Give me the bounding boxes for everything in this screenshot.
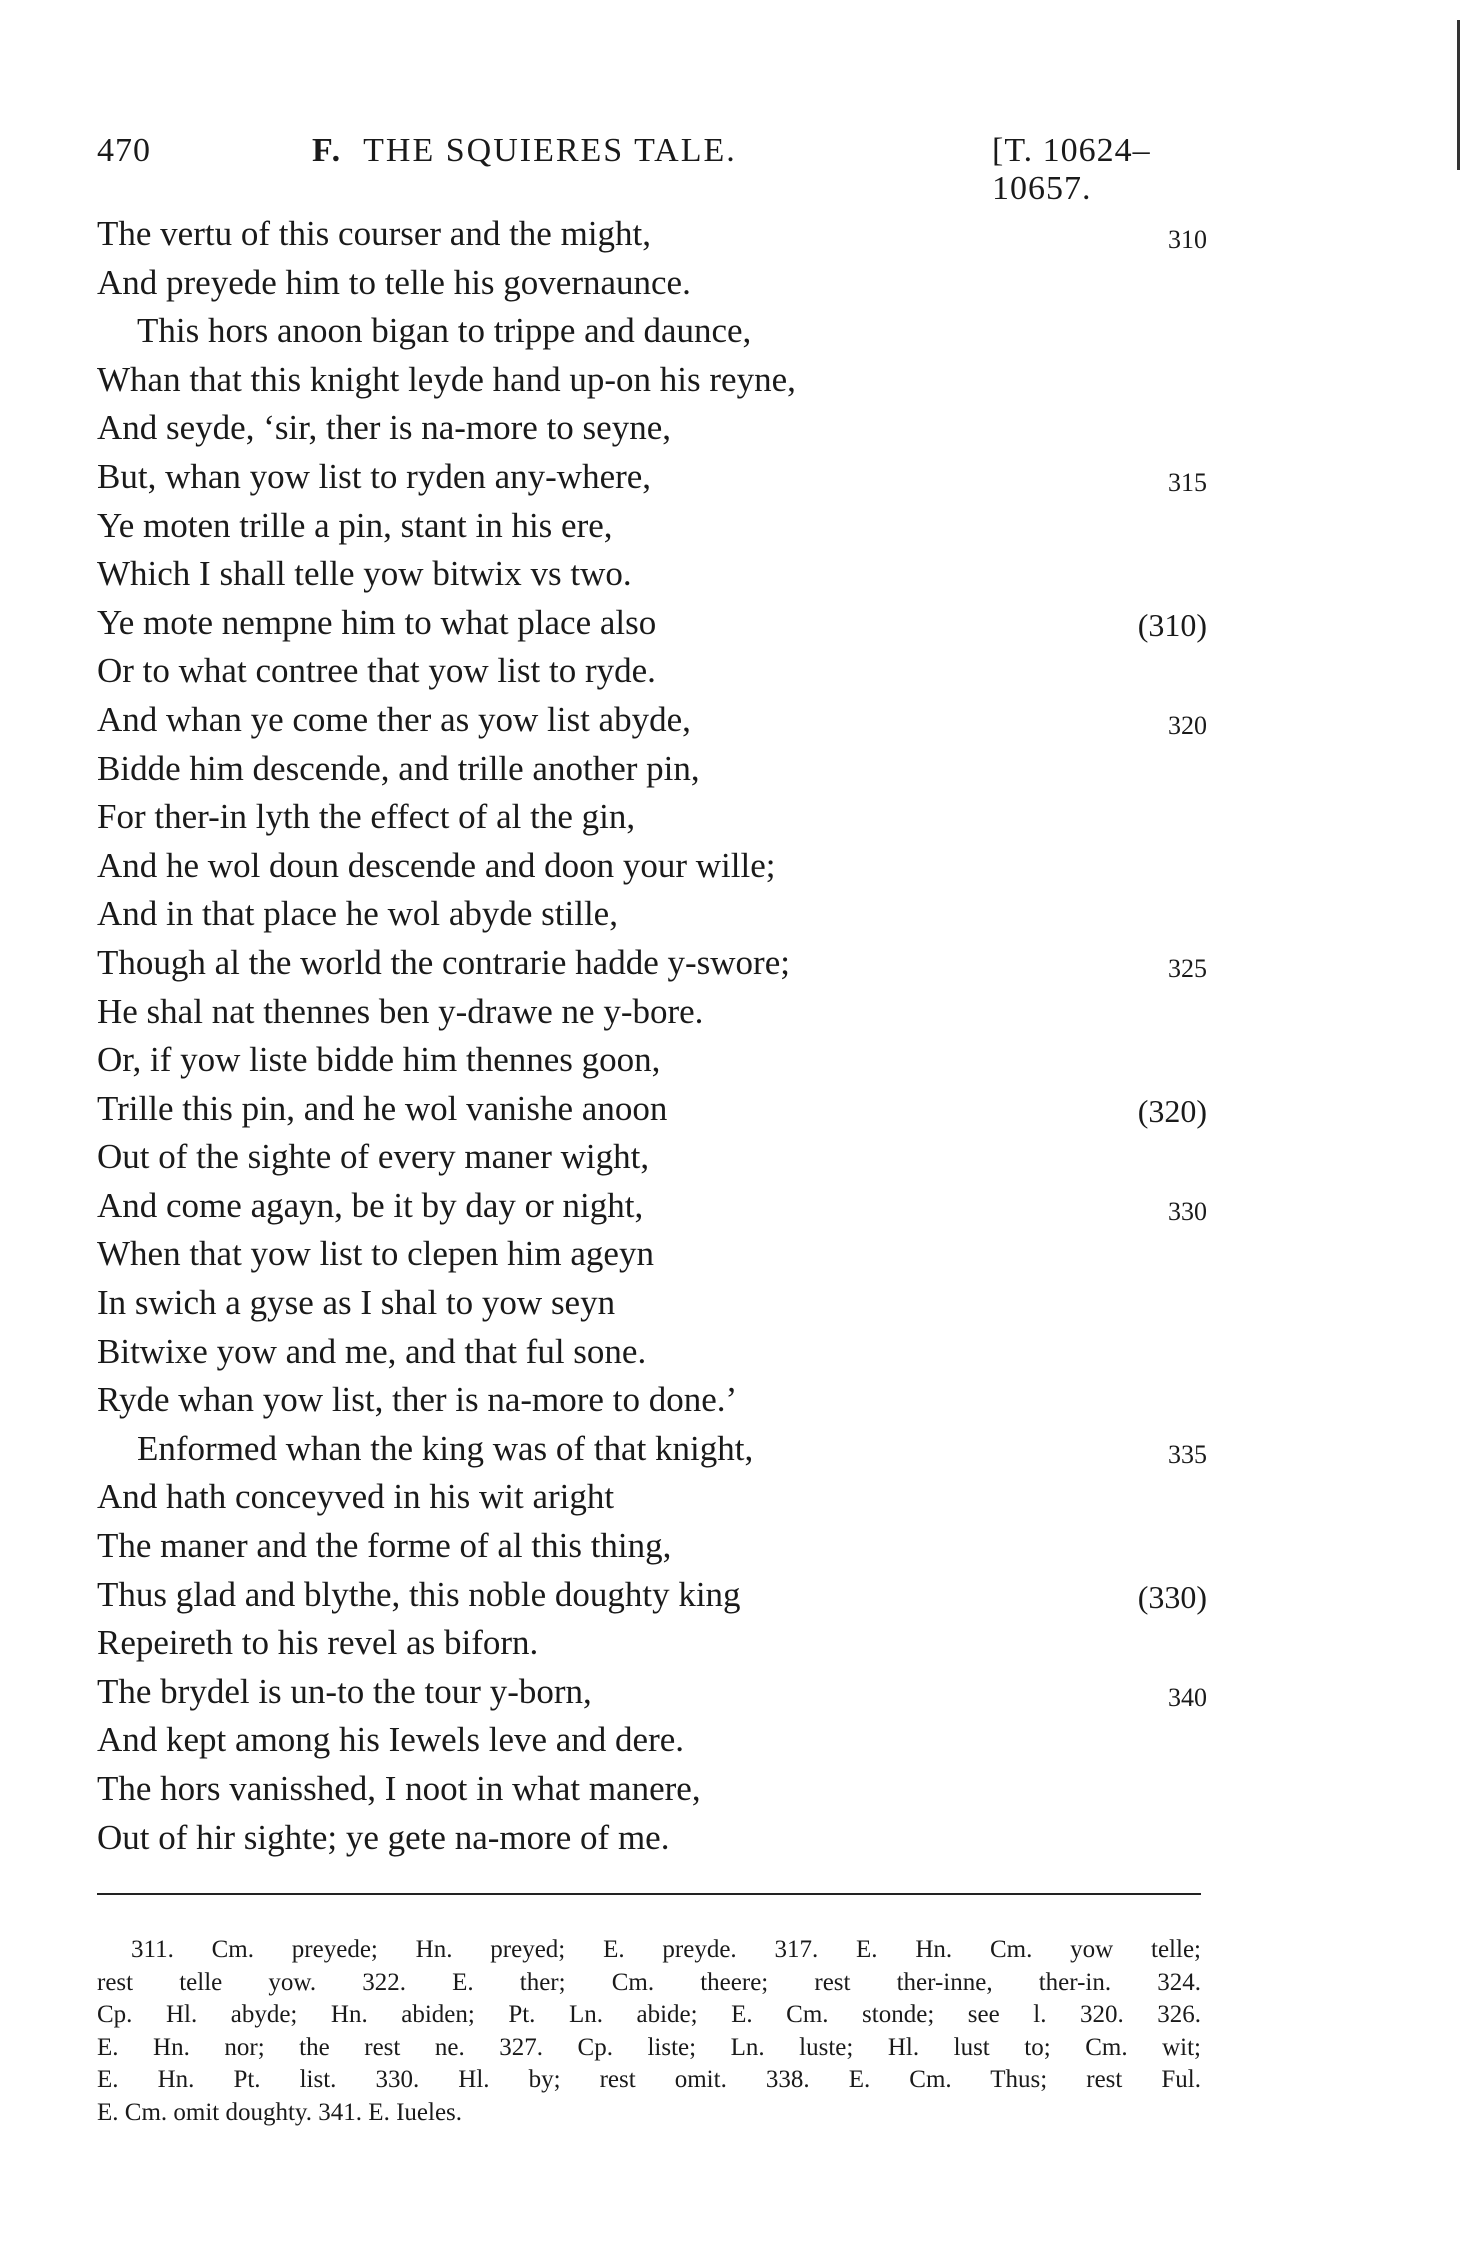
line-number: 325 xyxy=(1168,953,1207,983)
line-number: 310 xyxy=(1168,225,1207,254)
verse-text: The hors vanisshed, I noot in what manere, xyxy=(97,1769,701,1808)
verse-line xyxy=(97,453,1207,502)
verse-text: This hors anoon bigan to trippe and daunce, xyxy=(137,311,752,351)
verse-line xyxy=(97,1668,1207,1717)
verse-text: Or to what contree that yow list to ryde. xyxy=(97,651,656,691)
footnote-line: E. Cm. omit doughty. 341. E. Iueles. xyxy=(97,2098,463,2126)
verse-line xyxy=(97,1716,1207,1765)
verse-line xyxy=(97,1814,1207,1863)
verse-line xyxy=(97,696,1207,745)
verse-text: Enformed whan the king was of that knight, xyxy=(137,1428,754,1468)
verse-text: Bidde him descende, and trille another pin, xyxy=(97,748,700,788)
footnote-line: rest telle yow. 322. E. ther; Cm. theere; rest ther-inne, ther-in. 324. xyxy=(97,1968,1201,1996)
page-number: 470 xyxy=(97,132,151,169)
verse-line xyxy=(97,1522,1207,1571)
verse-line xyxy=(97,550,1207,599)
verse-line xyxy=(97,1376,1207,1425)
verse-line xyxy=(97,793,1207,842)
running-header xyxy=(97,120,1197,207)
line-number: (320) xyxy=(1137,1092,1207,1129)
verse-line xyxy=(97,404,1207,453)
verse-line xyxy=(97,647,1207,696)
verse-text: And kept among his Iewels leve and dere. xyxy=(97,1720,685,1760)
verse-text: The vertu of this courser and the might, xyxy=(97,214,652,253)
verse-text: Trille this pin, and he wol vanishe anoon xyxy=(97,1088,668,1128)
verse-text: Whan that this knight leyde hand up-on his reyne, xyxy=(97,359,796,399)
verse-text: And seyde, ‘sir, ther is na-more to seyne, xyxy=(97,408,671,448)
verse-line xyxy=(97,842,1207,891)
verse-line xyxy=(97,307,1207,356)
line-number: (310) xyxy=(1137,606,1207,643)
verse-line xyxy=(97,502,1207,551)
footnote-line: 311. Cm. preyede; Hn. preyed; E. preyde. 317. E. Hn. Cm. yow telle; xyxy=(131,1936,1201,1963)
line-number: 315 xyxy=(1168,467,1207,497)
verse-line xyxy=(97,1765,1207,1814)
footnote-rule xyxy=(97,1893,1201,1895)
verse-line xyxy=(97,1182,1207,1231)
verse-line xyxy=(97,1085,1207,1134)
verse-line xyxy=(97,1230,1207,1279)
footnotes xyxy=(97,1934,1201,2129)
verse-line xyxy=(97,599,1207,648)
verse-text: Though al the world the contrarie hadde y-swore; xyxy=(97,942,790,982)
fragment-letter: F. xyxy=(312,132,343,169)
footnote-line: E. Hn. Pt. list. 330. Hl. by; rest omit. 338. E. Cm. Thus; rest Ful. xyxy=(97,2066,1201,2093)
verse-line xyxy=(97,939,1207,988)
tale-title: THE SQUIERES TALE. xyxy=(363,132,737,169)
verse-text: When that yow list to clepen him ageyn xyxy=(97,1234,654,1274)
verse-text: Ye moten trille a pin, stant in his ere, xyxy=(97,505,613,545)
verse-text: And in that place he wol abyde stille, xyxy=(97,894,618,934)
verse-line xyxy=(97,1571,1207,1620)
verse-text: Repeireth to his revel as biforn. xyxy=(97,1623,539,1663)
verse-line xyxy=(97,1133,1207,1182)
line-number: 320 xyxy=(1168,710,1207,740)
verse-text: Ryde whan yow list, ther is na-more to done.’ xyxy=(97,1380,738,1420)
line-range: [T. 10624–10657. xyxy=(992,132,1151,207)
verse-line xyxy=(97,1328,1207,1377)
verse-text: But, whan yow list to ryden any-where, xyxy=(97,456,652,496)
verse-text: Thus glad and blythe, this noble doughty king xyxy=(97,1574,741,1614)
verse-text: For ther-in lyth the effect of al the gin, xyxy=(97,797,636,837)
footnote-line: Cp. Hl. abyde; Hn. abiden; Pt. Ln. abide; E. Cm. stonde; see l. 320. 326. xyxy=(97,2001,1201,2028)
verse-text: He shal nat thennes ben y-drawe ne y-bore. xyxy=(97,991,704,1031)
verse-text: Or, if yow liste bidde him thennes goon, xyxy=(97,1040,661,1080)
poem-text xyxy=(97,210,1207,1862)
verse-text: Out of the sighte of every maner wight, xyxy=(97,1137,650,1177)
verse-text: The brydel is un-to the tour y-born, xyxy=(97,1671,592,1711)
verse-text: The maner and the forme of al this thing, xyxy=(97,1526,672,1566)
verse-line xyxy=(97,356,1207,405)
verse-text: And whan ye come ther as yow list abyde, xyxy=(97,699,691,739)
verse-text: Bitwixe yow and me, and that ful sone. xyxy=(97,1331,647,1371)
line-number: 340 xyxy=(1168,1682,1207,1712)
verse-text: And come agayn, be it by day or night, xyxy=(97,1185,644,1225)
verse-text: Which I shall telle yow bitwix vs two. xyxy=(97,554,632,594)
verse-line xyxy=(97,745,1207,794)
line-number: (330) xyxy=(1137,1578,1207,1615)
verse-line xyxy=(97,890,1207,939)
verse-line xyxy=(97,1279,1207,1328)
verse-text: Out of hir sighte; ye gete na-more of me. xyxy=(97,1817,670,1857)
line-number: 335 xyxy=(1168,1439,1207,1469)
verse-line xyxy=(97,210,1207,259)
running-title xyxy=(312,132,737,170)
verse-text: Ye mote nempne him to what place also xyxy=(97,602,657,642)
verse-line xyxy=(97,259,1207,308)
verse-line xyxy=(97,1619,1207,1668)
verse-text: And he wol doun descende and doon your wille; xyxy=(97,845,776,885)
verse-line xyxy=(97,1425,1207,1474)
verse-text: And preyede him to telle his governaunce. xyxy=(97,262,691,302)
verse-line xyxy=(97,1036,1207,1085)
line-number: 330 xyxy=(1168,1196,1207,1226)
verse-line xyxy=(97,1473,1207,1522)
verse-line xyxy=(97,988,1207,1037)
verse-text: In swich a gyse as I shal to yow seyn xyxy=(97,1283,616,1323)
footnote-line: E. Hn. nor; the rest ne. 327. Cp. liste; Ln. luste; Hl. lust to; Cm. wit; xyxy=(97,2033,1201,2061)
verse-text: And hath conceyved in his wit aright xyxy=(97,1477,615,1517)
